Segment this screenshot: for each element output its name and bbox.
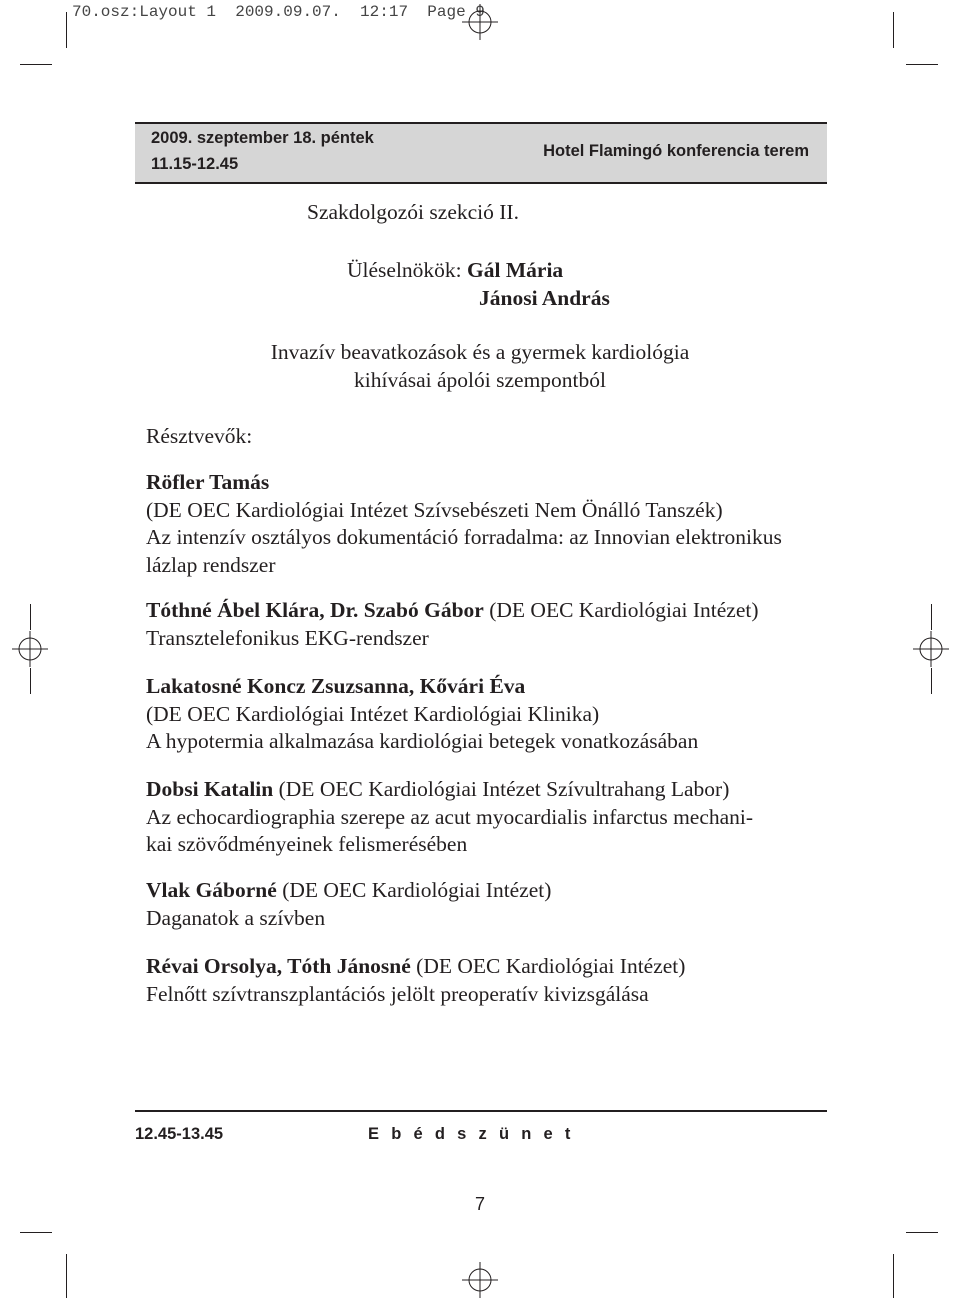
talk-affiliation: (DE OEC Kardiológiai Intézet) — [489, 598, 759, 622]
participants-label: Résztvevők: — [146, 424, 253, 448]
crop-mark — [66, 12, 67, 48]
talk-title: Transztelefonikus EKG-rendszer — [146, 625, 429, 650]
crop-mark — [30, 604, 31, 630]
session-venue: Hotel Flamingó konferencia terem — [543, 142, 809, 160]
crop-mark — [20, 1232, 52, 1233]
crop-mark — [931, 604, 932, 630]
topic-line: Invazív beavatkozások és a gyermek kardiológia — [270, 340, 690, 364]
talk-affiliation: (DE OEC Kardiológiai Intézet Kardiológiai Klinika) — [146, 701, 600, 726]
crop-mark — [906, 1232, 938, 1233]
chair-name: Jánosi András — [479, 286, 610, 310]
talk-affiliation: (DE OEC Kardiológiai Intézet) — [282, 878, 552, 902]
talk-speakers: Tóthné Ábel Klára, Dr. Szabó Gábor — [146, 598, 484, 622]
talk-speakers: Lakatosné Koncz Zsuzsanna, Kővári Éva — [146, 674, 526, 698]
session-chairs — [347, 256, 610, 312]
talk-speakers: Vlak Gáborné — [146, 878, 277, 902]
crop-mark — [931, 668, 932, 694]
talk-title: Az intenzív osztályos dokumentáció forradalma: az Innovian elektronikus — [146, 525, 782, 549]
talk-speakers: Röfler Tamás — [146, 470, 270, 494]
talk-speakers: Dobsi Katalin — [146, 777, 274, 801]
chair-name: Gál Mária — [467, 258, 564, 282]
print-slug: 70.osz:Layout 1 2009.09.07. 12:17 Page 9 — [72, 3, 485, 21]
talk-title: Felnőtt szívtranszplantációs jelölt preoperatív kivizsgálása — [146, 981, 649, 1006]
session-title: Szakdolgozói szekció II. — [307, 200, 519, 224]
talk-item — [146, 673, 826, 756]
talk-item — [146, 953, 826, 1008]
footer-divider — [135, 1110, 827, 1112]
talk-affiliation: (DE OEC Kardiológiai Intézet Szívultrahang Labor) — [278, 777, 730, 801]
lunch-time: 12.45-13.45 — [135, 1125, 224, 1143]
crop-mark — [906, 64, 938, 65]
talk-title: lázlap rendszer — [146, 552, 276, 577]
registration-mark-icon — [12, 631, 48, 667]
crop-mark — [893, 1254, 894, 1298]
topic-line: kihívásai ápolói szempontból — [354, 368, 606, 392]
talk-title: Daganatok a szívben — [146, 905, 326, 930]
talk-title: A hypotermia alkalmazása kardiológiai betegek vonatkozásában — [146, 729, 699, 753]
session-date: 2009. szeptember 18. péntek — [151, 129, 374, 147]
talk-affiliation: (DE OEC Kardiológiai Intézet) — [416, 954, 686, 978]
talk-speakers: Révai Orsolya, Tóth Jánosné — [146, 954, 411, 978]
lunch-label: Ebédszünet — [368, 1125, 583, 1143]
talk-affiliation: (DE OEC Kardiológiai Intézet Szívsebészeti Nem Önálló Tanszék) — [146, 497, 723, 522]
chairs-label: Üléselnökök: — [347, 258, 462, 282]
page-number: 7 — [474, 1194, 485, 1214]
talk-title: Az echocardiographia szerepe az acut myocardialis infarctus mechani- — [146, 804, 754, 829]
crop-mark — [66, 1254, 67, 1298]
session-topic — [0, 338, 960, 394]
crop-mark — [893, 12, 894, 48]
registration-mark-icon — [913, 631, 949, 667]
talk-item — [146, 597, 826, 652]
talk-title: kai szövődményeinek felismerésében — [146, 832, 468, 856]
session-header-bar — [135, 122, 827, 184]
crop-mark — [20, 64, 52, 65]
talk-item — [146, 469, 826, 579]
session-time: 11.15-12.45 — [151, 155, 239, 173]
talk-item — [146, 877, 826, 932]
crop-mark — [30, 668, 31, 694]
registration-mark-icon — [462, 1262, 498, 1298]
talk-item — [146, 776, 826, 859]
registration-mark-icon — [462, 4, 498, 40]
